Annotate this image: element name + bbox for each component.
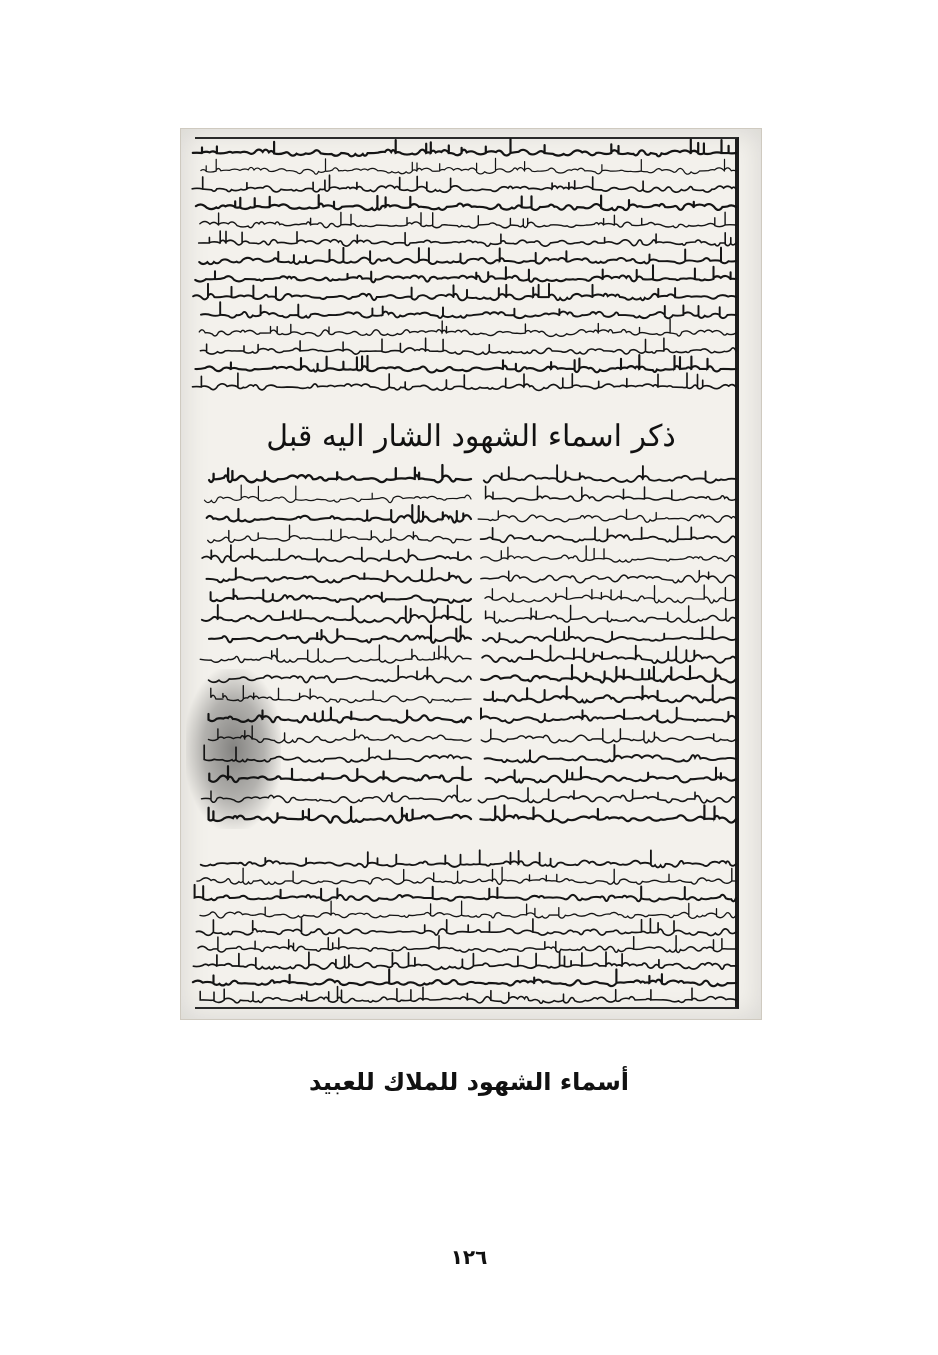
handwriting-stroke — [193, 970, 736, 987]
handwriting-stroke — [199, 320, 736, 337]
handwriting-stroke — [481, 546, 736, 562]
handwriting-stroke — [207, 568, 472, 583]
manuscript-handwriting — [181, 129, 761, 1019]
handwriting-stroke — [199, 248, 736, 265]
handwriting-stroke — [200, 987, 736, 1004]
handwriting-stroke — [193, 373, 737, 390]
handwriting-stroke — [198, 936, 736, 953]
page-number: ١٢٦ — [450, 1245, 488, 1269]
handwriting-stroke — [486, 486, 736, 501]
handwriting-stroke — [209, 708, 472, 723]
handwriting-stroke — [202, 545, 471, 562]
handwriting-stroke — [481, 526, 736, 542]
handwriting-stroke — [480, 805, 736, 822]
handwriting-stroke — [207, 505, 471, 523]
handwriting-stroke — [209, 666, 471, 683]
handwriting-stroke — [201, 302, 736, 318]
handwriting-stroke — [484, 685, 736, 703]
handwriting-stroke — [486, 767, 736, 783]
handwriting-stroke — [197, 867, 736, 884]
handwriting-stroke — [195, 265, 736, 282]
handwriting-stroke — [482, 646, 736, 664]
handwriting-stroke — [201, 158, 736, 174]
handwriting-stroke — [200, 338, 736, 354]
handwriting-stroke — [204, 745, 471, 762]
handwriting-stroke — [193, 284, 736, 301]
handwriting-stroke — [195, 355, 736, 372]
handwriting-stroke — [209, 465, 471, 482]
handwriting-stroke — [485, 745, 736, 763]
handwriting-stroke — [205, 485, 472, 503]
handwriting-stroke — [193, 139, 736, 156]
handwriting-stroke — [211, 686, 471, 703]
handwriting-stroke — [200, 645, 471, 663]
manuscript-heading: ذكر اسماء الشهود الشار اليه قبل — [266, 419, 676, 454]
handwriting-stroke — [481, 665, 736, 683]
handwriting-stroke — [208, 525, 471, 543]
handwriting-stroke — [196, 918, 736, 935]
handwriting-stroke — [202, 785, 472, 802]
handwriting-stroke — [478, 509, 736, 522]
handwriting-stroke — [481, 729, 736, 743]
handwriting-stroke — [485, 585, 736, 603]
handwriting-stroke — [200, 212, 736, 228]
handwriting-stroke — [193, 952, 736, 970]
handwriting-stroke — [201, 850, 736, 867]
handwriting-stroke — [211, 589, 471, 603]
handwriting-stroke — [481, 571, 736, 583]
handwriting-stroke — [484, 465, 736, 483]
handwriting-stroke — [486, 606, 736, 624]
handwriting-stroke — [209, 726, 472, 743]
handwriting-stroke — [209, 625, 471, 642]
handwriting-stroke — [192, 175, 736, 192]
handwriting-stroke — [195, 885, 736, 902]
figure-caption: أسماء الشهود للملاك للعبيد — [308, 1068, 630, 1096]
handwriting-stroke — [478, 788, 736, 803]
handwriting-stroke — [483, 627, 736, 643]
manuscript-image — [180, 128, 762, 1020]
handwriting-stroke — [200, 901, 736, 918]
handwriting-stroke — [209, 766, 471, 782]
handwriting-stroke — [202, 605, 471, 623]
handwriting-stroke — [199, 231, 736, 246]
handwriting-stroke — [481, 708, 736, 723]
handwriting-stroke — [196, 195, 736, 210]
handwriting-stroke — [209, 807, 471, 823]
